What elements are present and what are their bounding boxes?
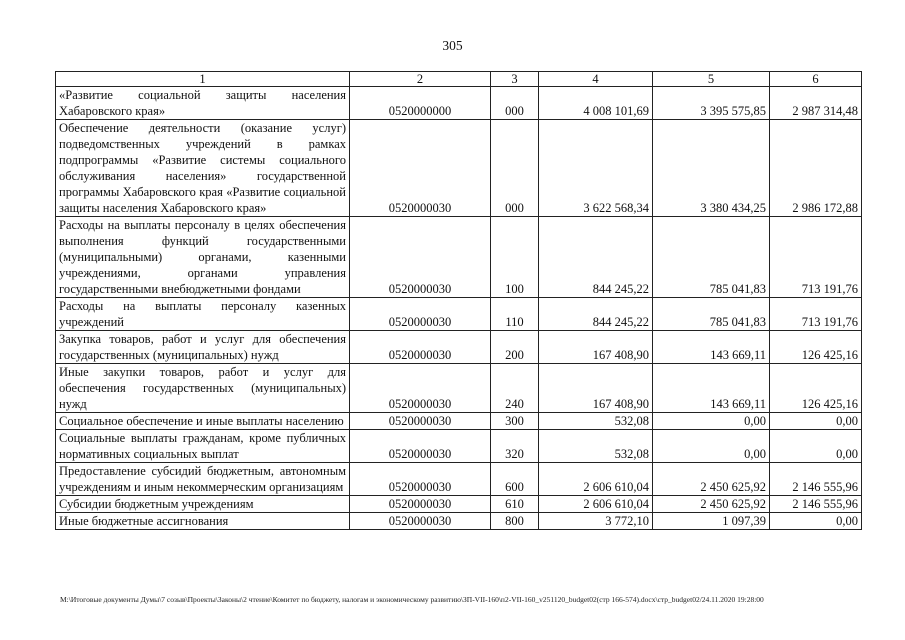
row-value-1-cell: 3 772,10	[539, 513, 653, 530]
row-expense-type-cell: 800	[491, 513, 539, 530]
row-value-3-cell: 126 425,16	[770, 331, 862, 364]
column-header: 3	[491, 72, 539, 87]
row-value-3-cell: 713 191,76	[770, 217, 862, 298]
row-value-2-cell: 1 097,39	[653, 513, 770, 530]
column-header: 4	[539, 72, 653, 87]
row-expense-type-cell: 610	[491, 496, 539, 513]
row-code-cell: 0520000030	[350, 430, 491, 463]
row-value-1-cell: 844 245,22	[539, 298, 653, 331]
row-value-1-cell: 844 245,22	[539, 217, 653, 298]
row-expense-type-cell: 240	[491, 364, 539, 413]
row-value-2-cell: 143 669,11	[653, 364, 770, 413]
row-name-cell: Расходы на выплаты персоналу казенных учреждений	[56, 298, 350, 331]
row-code-cell: 0520000030	[350, 463, 491, 496]
row-value-1-cell: 3 622 568,34	[539, 120, 653, 217]
table-row	[56, 87, 862, 120]
column-header: 2	[350, 72, 491, 87]
row-value-2-cell: 3 395 575,85	[653, 87, 770, 120]
row-code-cell: 0520000030	[350, 496, 491, 513]
row-name-cell: Закупка товаров, работ и услуг для обеспечения государственных (муниципальных) нужд	[56, 331, 350, 364]
row-code-cell: 0520000030	[350, 413, 491, 430]
row-expense-type-cell: 320	[491, 430, 539, 463]
row-expense-type-cell: 000	[491, 87, 539, 120]
row-value-1-cell: 532,08	[539, 430, 653, 463]
row-code-cell: 0520000030	[350, 120, 491, 217]
row-value-3-cell: 2 146 555,96	[770, 463, 862, 496]
row-code-cell: 0520000030	[350, 513, 491, 530]
row-value-2-cell: 3 380 434,25	[653, 120, 770, 217]
row-code-cell: 0520000030	[350, 298, 491, 331]
row-expense-type-cell: 300	[491, 413, 539, 430]
row-value-2-cell: 0,00	[653, 430, 770, 463]
row-value-1-cell: 2 606 610,04	[539, 496, 653, 513]
table-row	[56, 413, 862, 430]
table-row	[56, 217, 862, 298]
row-name-cell: Иные бюджетные ассигнования	[56, 513, 350, 530]
table-row	[56, 298, 862, 331]
table-row	[56, 463, 862, 496]
row-name-cell: «Развитие социальной защиты населения Хабаровского края»	[56, 87, 350, 120]
row-value-1-cell: 167 408,90	[539, 364, 653, 413]
row-value-3-cell: 2 986 172,88	[770, 120, 862, 217]
row-expense-type-cell: 200	[491, 331, 539, 364]
row-expense-type-cell: 110	[491, 298, 539, 331]
table-row	[56, 430, 862, 463]
row-value-2-cell: 785 041,83	[653, 298, 770, 331]
row-value-3-cell: 0,00	[770, 430, 862, 463]
column-header: 1	[56, 72, 350, 87]
page-number: 305	[442, 38, 463, 53]
row-expense-type-cell: 600	[491, 463, 539, 496]
row-value-1-cell: 4 008 101,69	[539, 87, 653, 120]
document-file-path: M:\Итоговые документы Думы\7 созыв\Проекты\Законы\2 чтение\Комитет по бюджету, налогам и экономическому развитию\ЗП-VII-160\п2-VII-160_v251120_budget02(стр 166-574).docx\стр_budget02/24.11.2020 19:28:00	[60, 595, 764, 604]
table-row	[56, 364, 862, 413]
row-value-1-cell: 532,08	[539, 413, 653, 430]
row-value-1-cell: 167 408,90	[539, 331, 653, 364]
row-expense-type-cell: 000	[491, 120, 539, 217]
row-name-cell: Обеспечение деятельности (оказание услуг) подведомственных учреждений в рамках подпрограммы «Развитие системы социального обслуживания населения» государственной программы Хабаровского края «Развитие социальной защиты населения Хабаровского края»	[56, 120, 350, 217]
row-value-3-cell: 0,00	[770, 413, 862, 430]
row-value-3-cell: 713 191,76	[770, 298, 862, 331]
table-row	[56, 331, 862, 364]
row-value-2-cell: 2 450 625,92	[653, 463, 770, 496]
row-value-3-cell: 2 987 314,48	[770, 87, 862, 120]
budget-table	[55, 71, 862, 530]
table-row	[56, 120, 862, 217]
row-value-3-cell: 126 425,16	[770, 364, 862, 413]
row-name-cell: Социальное обеспечение и иные выплаты населению	[56, 413, 350, 430]
row-value-2-cell: 785 041,83	[653, 217, 770, 298]
row-value-1-cell: 2 606 610,04	[539, 463, 653, 496]
row-code-cell: 0520000030	[350, 364, 491, 413]
row-value-2-cell: 0,00	[653, 413, 770, 430]
table-header-row	[56, 72, 862, 87]
row-value-2-cell: 143 669,11	[653, 331, 770, 364]
row-value-3-cell: 0,00	[770, 513, 862, 530]
row-name-cell: Расходы на выплаты персоналу в целях обеспечения выполнения функций государственными (муниципальными) органами, казенными учреждениями, органами управления государственными внебюджетными фондами	[56, 217, 350, 298]
column-header: 6	[770, 72, 862, 87]
row-name-cell: Иные закупки товаров, работ и услуг для обеспечения государственных (муниципальных) нужд	[56, 364, 350, 413]
row-expense-type-cell: 100	[491, 217, 539, 298]
row-name-cell: Предоставление субсидий бюджетным, автономным учреждениям и иным некоммерческим организациям	[56, 463, 350, 496]
row-value-3-cell: 2 146 555,96	[770, 496, 862, 513]
table-row	[56, 496, 862, 513]
row-value-2-cell: 2 450 625,92	[653, 496, 770, 513]
row-name-cell: Социальные выплаты гражданам, кроме публичных нормативных социальных выплат	[56, 430, 350, 463]
row-name-cell: Субсидии бюджетным учреждениям	[56, 496, 350, 513]
row-code-cell: 0520000030	[350, 331, 491, 364]
row-code-cell: 0520000000	[350, 87, 491, 120]
table-row	[56, 513, 862, 530]
row-code-cell: 0520000030	[350, 217, 491, 298]
column-header: 5	[653, 72, 770, 87]
